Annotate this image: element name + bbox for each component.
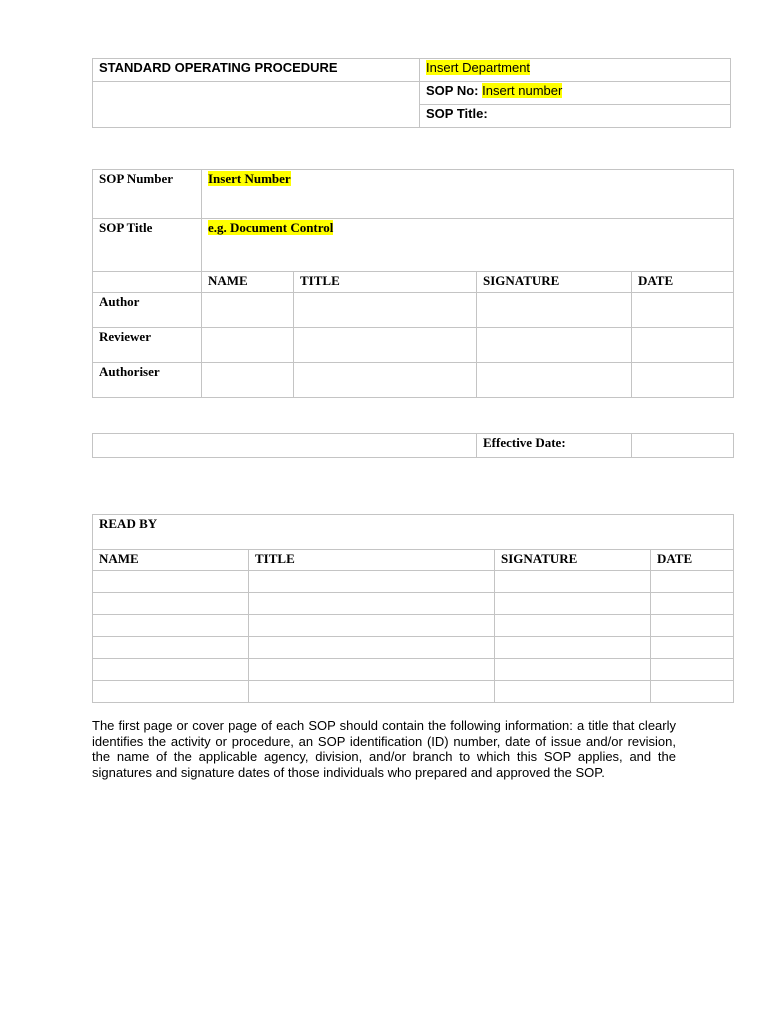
document-title: STANDARD OPERATING PROCEDURE [93,59,420,82]
authoriser-title-cell[interactable] [294,363,477,398]
read-by-title-cell[interactable] [249,681,495,703]
column-header-signature: SIGNATURE [477,272,632,293]
sop-no-label: SOP No: [426,83,479,98]
table-row [93,593,734,615]
read-by-table [92,514,734,703]
sop-number-cell[interactable] [202,170,734,219]
read-by-name-cell[interactable] [93,659,249,681]
table-row [93,681,734,703]
read-by-title-cell[interactable] [249,659,495,681]
sop-approval-table [92,169,734,398]
reviewer-signature-cell[interactable] [477,328,632,363]
read-by-header-name: NAME [93,550,249,571]
read-by-title-cell[interactable] [249,571,495,593]
read-by-header-date: DATE [651,550,734,571]
read-by-signature-cell[interactable] [495,571,651,593]
read-by-signature-cell[interactable] [495,615,651,637]
read-by-header-signature: SIGNATURE [495,550,651,571]
sop-no-cell[interactable] [420,82,731,105]
read-by-signature-cell[interactable] [495,637,651,659]
header-blank-cell [93,82,420,128]
author-title-cell[interactable] [294,293,477,328]
sop-no-placeholder[interactable]: Insert number [482,83,563,98]
department-placeholder[interactable]: Insert Department [426,60,531,75]
author-name-cell[interactable] [202,293,294,328]
sop-title-label: SOP Title: [420,105,731,128]
column-header-date: DATE [632,272,734,293]
read-by-name-cell[interactable] [93,681,249,703]
reviewer-date-cell[interactable] [632,328,734,363]
cover-page-guidance-paragraph: The first page or cover page of each SOP should contain the following information: a title that clearly identifies the activity or procedure, an SOP identification (ID) number, date of issue and/or revision, the name of the applicable agency, division, and/or branch to which this SOP applies, and the signatures and signature dates of those individuals who prepared and approved the SOP. [92,718,676,780]
reviewer-title-cell[interactable] [294,328,477,363]
table-row [93,659,734,681]
sop-header-table [92,58,731,128]
effective-date-table [92,433,734,458]
read-by-name-cell[interactable] [93,593,249,615]
table-row [93,571,734,593]
sop-title-cell[interactable] [202,219,734,272]
column-header-title: TITLE [294,272,477,293]
sop-title-row-label: SOP Title [93,219,202,272]
department-cell[interactable] [420,59,731,82]
role-author: Author [93,293,202,328]
effective-date-cell[interactable] [632,434,734,458]
author-date-cell[interactable] [632,293,734,328]
column-header-blank [93,272,202,293]
read-by-date-cell[interactable] [651,637,734,659]
effective-blank-cell [93,434,477,458]
sop-number-label: SOP Number [93,170,202,219]
sop-number-placeholder[interactable]: Insert Number [208,171,291,186]
read-by-header-title: TITLE [249,550,495,571]
role-authoriser: Authoriser [93,363,202,398]
read-by-date-cell[interactable] [651,681,734,703]
reviewer-name-cell[interactable] [202,328,294,363]
read-by-title-cell[interactable] [249,593,495,615]
authoriser-date-cell[interactable] [632,363,734,398]
sop-title-placeholder[interactable]: e.g. Document Control [208,220,334,235]
table-row [93,615,734,637]
read-by-name-cell[interactable] [93,637,249,659]
read-by-title-cell[interactable] [249,637,495,659]
read-by-signature-cell[interactable] [495,593,651,615]
authoriser-name-cell[interactable] [202,363,294,398]
read-by-title-cell[interactable] [249,615,495,637]
read-by-signature-cell[interactable] [495,681,651,703]
read-by-date-cell[interactable] [651,571,734,593]
author-signature-cell[interactable] [477,293,632,328]
read-by-date-cell[interactable] [651,615,734,637]
authoriser-signature-cell[interactable] [477,363,632,398]
effective-date-label: Effective Date: [477,434,632,458]
table-row [93,637,734,659]
column-header-name: NAME [202,272,294,293]
read-by-name-cell[interactable] [93,571,249,593]
read-by-name-cell[interactable] [93,615,249,637]
read-by-date-cell[interactable] [651,659,734,681]
read-by-date-cell[interactable] [651,593,734,615]
read-by-signature-cell[interactable] [495,659,651,681]
role-reviewer: Reviewer [93,328,202,363]
read-by-heading: READ BY [93,515,734,550]
